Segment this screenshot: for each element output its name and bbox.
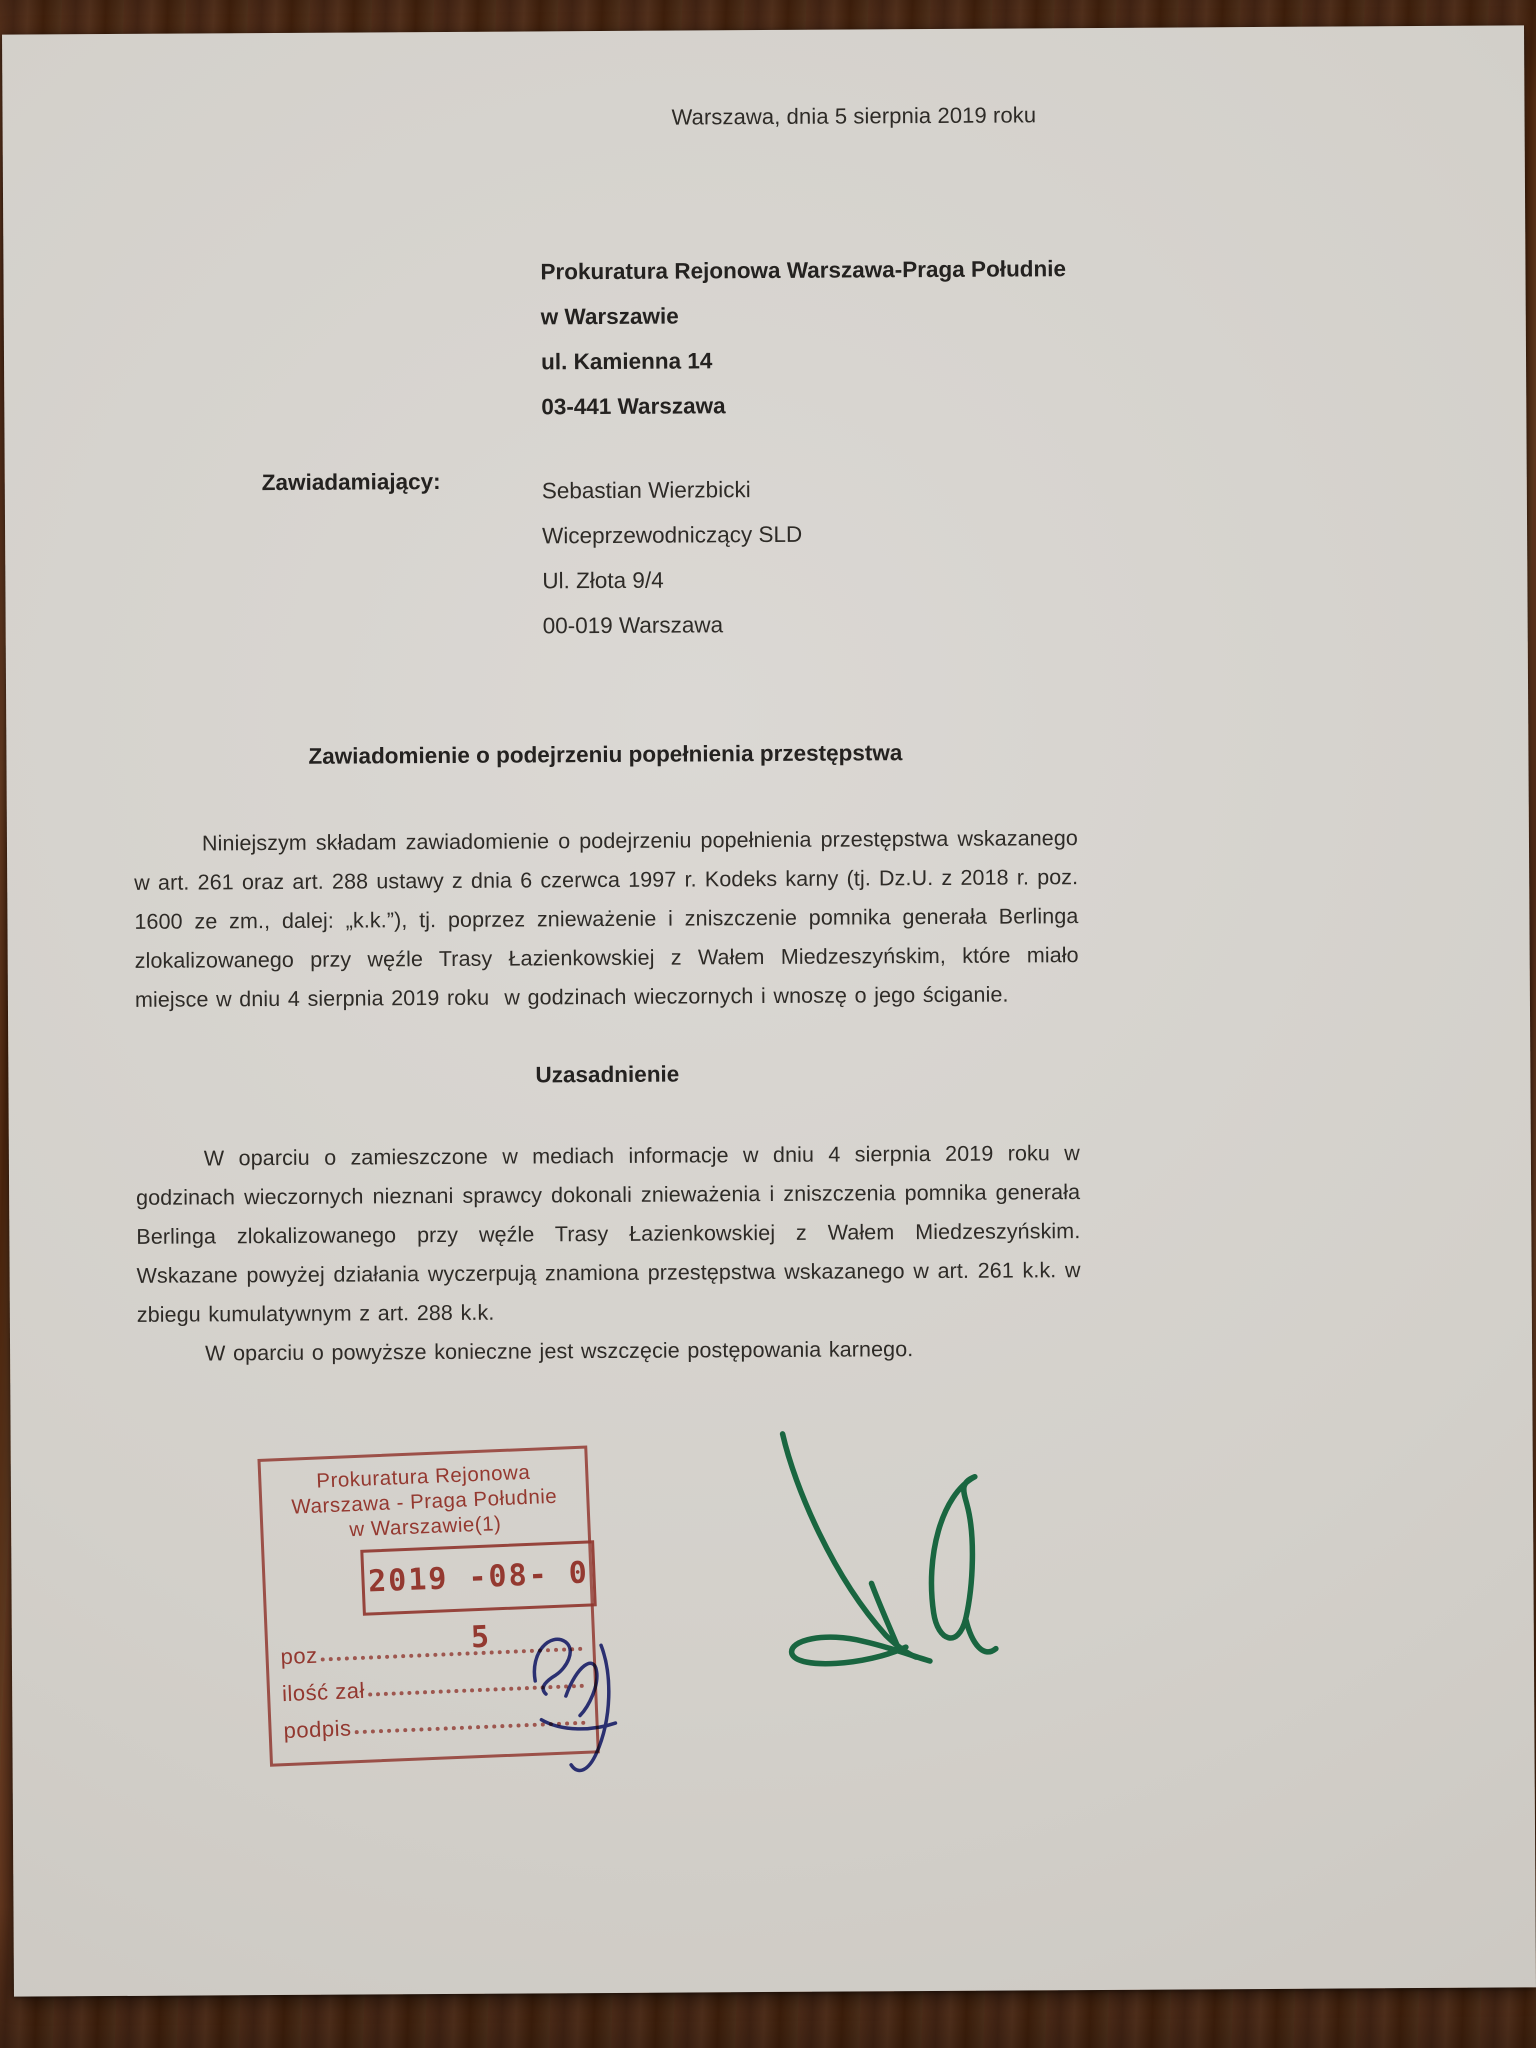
stamp-date: 2019 -08- 0 5 (367, 1555, 590, 1656)
notifier-line: Ul. Złota 9/4 (542, 567, 664, 594)
stamp-line-1: Prokuratura Rejonowa (315, 1460, 531, 1493)
recipient-line: Prokuratura Rejonowa Warszawa-Praga Południe (540, 256, 1067, 285)
paragraph-3: W oparciu o powyższe konieczne jest wszczęcie postępowania karnego. (205, 1337, 914, 1366)
paragraph-2: W oparciu o zamieszczone w mediach informacje w dniu 4 sierpnia 2019 roku w godzinach wieczornych nieznani sprawcy dokonali znieważenia i zniszczenia pomnika generała Berlinga zlokalizowanego przy węźle Trasy Łazienkowskiej z Wałem Miedzeszyńskim. Wskazane powyżej działania wyczerpują znamiona przestępstwa wskazanego w art. 261 k.k. w zbiegu kumulatywnym z art. 288 k.k. (136, 1141, 1081, 1327)
recipient-line: ul. Kamienna 14 (540, 348, 713, 375)
notifier-label: Zawiadamiający: (261, 468, 441, 496)
stamp-field-label: podpis (283, 1715, 352, 1744)
section-heading: Uzasadnienie (535, 1061, 680, 1088)
paper-sheet (2, 25, 1536, 1996)
stamp-line-2: Warszawa - Praga Południe (291, 1484, 558, 1519)
notifier-block (542, 467, 803, 649)
paragraph-1: Niniejszym składam zawiadomienie o podejrzeniu popełnienia przestępstwa wskazanego w art. 261 oraz art. 288 ustawy z dnia 6 czerwca 1997 r. Kodeks karny (tj. Dz.U. z 2018 r. poz. 1600 ze zm., dalej: „k.k.”), tj. poprzez znieważenie i zniszczenie pomnika generała Berlinga zlokalizowanego przy węźle Trasy Łazienkowskiej z Wałem Miedzeszyńskim, które miało miejsce w dniu 4 sierpnia 2019 roku w godzinach wieczornych i wnoszę o jego ściganie. (134, 826, 1079, 1012)
handwritten-initials (517, 1623, 638, 1784)
recipient-block (540, 246, 1067, 429)
stamp-date-box (360, 1540, 597, 1656)
recipient-line: 03-441 Warszawa (541, 393, 726, 420)
notifier-line: 00-019 Warszawa (542, 612, 724, 639)
letter-title: Zawiadomienie o podejrzeniu popełnienia przestępstwa (308, 740, 903, 769)
stamp-field-label: ilość zał (281, 1677, 366, 1707)
stamp-line-3: w Warszawie(1) (348, 1512, 502, 1542)
handwritten-signature (752, 1415, 1004, 1697)
recipient-line: w Warszawie (540, 303, 679, 330)
stamp-office-name (261, 1449, 588, 1546)
stamp-field-label: poz (280, 1642, 319, 1670)
date-line: Warszawa, dnia 5 sierpnia 2019 roku (671, 102, 1037, 130)
notifier-line: Wiceprzewodniczący SLD (542, 521, 803, 549)
notifier-line: Sebastian Wierzbicki (541, 477, 751, 504)
